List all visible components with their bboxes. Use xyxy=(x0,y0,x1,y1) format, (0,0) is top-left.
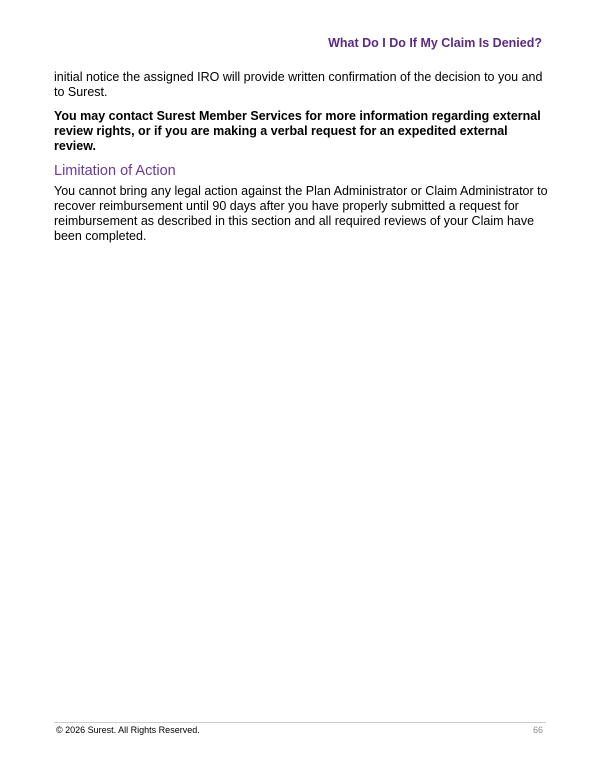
section-paragraph: You cannot bring any legal action against the Plan Administrator or Claim Administrator to recover reimbursement until 90 days after you have properly submitted a request for reimbursement as described in this section and all required reviews of your Claim have been completed. xyxy=(54,184,548,243)
footer-copyright: © 2026 Surest. All Rights Reserved. xyxy=(56,725,200,735)
section-heading: Limitation of Action xyxy=(54,163,176,179)
page-content xyxy=(54,70,548,244)
page-number: 66 xyxy=(532,725,543,735)
continuation-paragraph: initial notice the assigned IRO will provide written confirmation of the decision to you and to Surest. xyxy=(54,70,543,99)
member-services-notice: You may contact Surest Member Services for more information regarding external review rights, or if you are making a verbal request for an expedited external review. xyxy=(54,109,541,153)
running-header-title: What Do I Do If My Claim Is Denied? xyxy=(328,36,542,50)
footer-divider xyxy=(54,722,546,723)
